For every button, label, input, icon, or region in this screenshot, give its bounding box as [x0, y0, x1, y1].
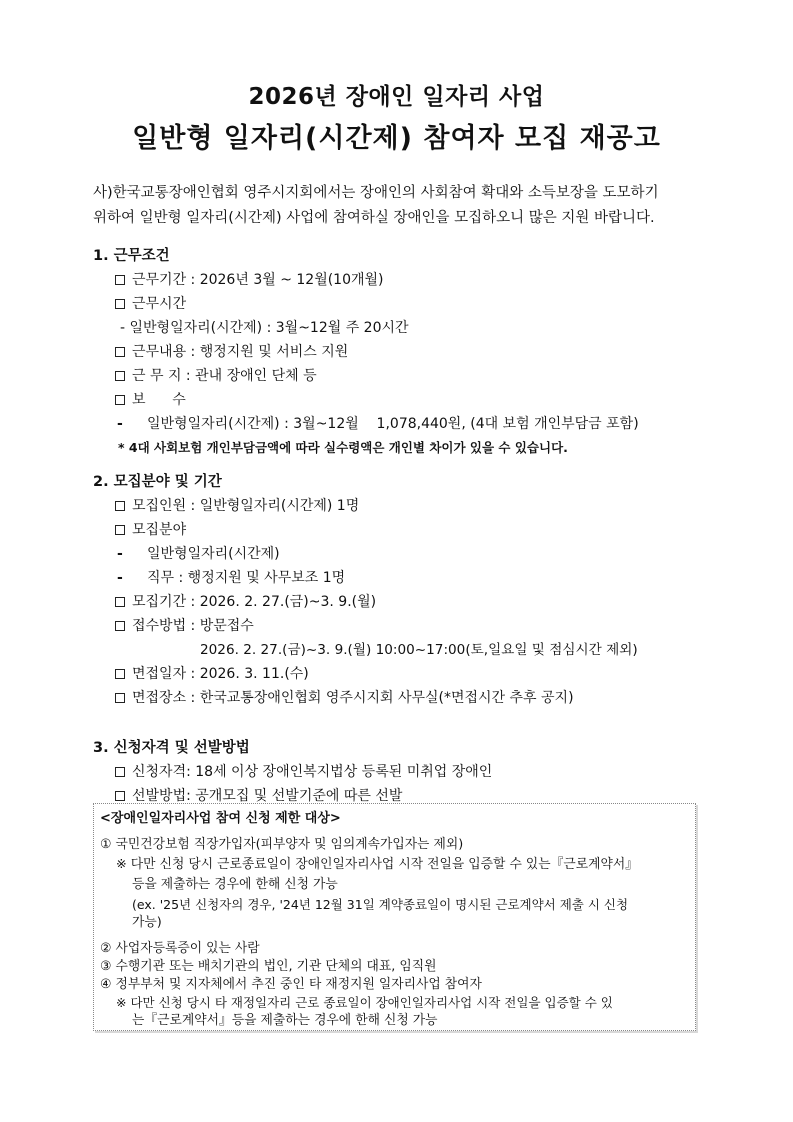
headcount-item	[115, 496, 359, 516]
pay-detail	[117, 414, 639, 434]
work-hours-label: 근무시간	[132, 296, 187, 312]
interview-date-item	[115, 664, 309, 684]
checkbox-icon	[115, 693, 125, 703]
restriction-item-1-note-3: (ex. '25년 신청자의 경우, '24년 12월 31일 계약종료일이 명시된 근로계약서 제출 시 신청	[132, 897, 629, 912]
work-location-item	[115, 366, 317, 386]
eligibility-item	[115, 762, 492, 782]
field-item-1: 일반형일자리(시간제)	[147, 546, 280, 562]
section3-heading: 3. 신청자격 및 선발방법	[93, 740, 250, 756]
intro-line-1: 사)한국교통장애인협회 영주시지회에서는 장애인의 사회참여 확대와 소득보장을 도모하기	[93, 185, 659, 201]
checkbox-icon	[115, 299, 125, 309]
pay-item	[115, 390, 186, 410]
pay-detail-text: 일반형일자리(시간제) : 3월~12월 1,078,440원, (4대 보험 개인부담금 포함)	[147, 416, 639, 432]
restriction-item-1-note-2: 등을 제출하는 경우에 한해 신청 가능	[132, 877, 338, 892]
title-line-1: 2026년 장애인 일자리 사업	[248, 84, 545, 110]
checkbox-icon	[115, 669, 125, 679]
section1-heading: 1. 근무조건	[93, 248, 170, 264]
recruit-period-item	[115, 592, 376, 612]
work-location-text: 근 무 지 : 관내 장애인 단체 등	[132, 368, 317, 384]
checkbox-icon	[115, 371, 125, 381]
restriction-item-4: ④ 정부부처 및 지자체에서 추진 중인 타 재정지원 일자리사업 참여자	[100, 977, 482, 992]
checkbox-icon	[115, 501, 125, 511]
field-detail-2	[117, 568, 345, 588]
restriction-item-1: ① 국민건강보험 직장가입자(피부양자 및 임의계속가입자는 제외)	[100, 837, 464, 852]
work-duties-item	[115, 342, 348, 362]
apply-method-item	[115, 616, 254, 636]
work-hours-item	[115, 294, 186, 314]
insurance-note: * 4대 사회보험 개인부담금액에 따라 실수령액은 개인별 차이가 있을 수 있습니다.	[118, 440, 568, 455]
work-period-item	[115, 270, 384, 290]
restriction-item-1-note-1: ※ 다만 신청 당시 근로종료일이 장애인일자리사업 시작 전일을 입증할 수 있는『근로계약서』	[116, 857, 639, 872]
checkbox-icon	[115, 621, 125, 631]
restriction-item-4-note-2: 는『근로계약서』등을 제출하는 경우에 한해 신청 가능	[132, 1013, 438, 1028]
checkbox-icon	[115, 395, 125, 405]
field-item-2: 직무 : 행정지원 및 사무보조 1명	[147, 570, 346, 586]
pay-label: 보 수	[132, 392, 186, 408]
pay-detail-dash: -	[117, 416, 123, 432]
title-line-2: 일반형 일자리(시간제) 참여자 모집 재공고	[132, 123, 661, 154]
field-dash-1: -	[117, 546, 123, 562]
headcount-text: 모집인원 : 일반형일자리(시간제) 1명	[132, 498, 360, 514]
interview-place-item	[115, 688, 574, 708]
eligibility-text: 신청자격: 18세 이상 장애인복지법상 등록된 미취업 장애인	[132, 764, 493, 780]
field-detail-1	[117, 544, 280, 564]
checkbox-icon	[115, 597, 125, 607]
intro-line-2: 위하여 일반형 일자리(시간제) 사업에 참여하실 장애인을 모집하오니 많은 지원 바랍니다.	[93, 210, 655, 226]
restriction-item-4-note-1: ※ 다만 신청 당시 타 재정일자리 근로 종료일이 장애인일자리사업 시작 전일을 입증할 수 있	[116, 995, 613, 1010]
checkbox-icon	[115, 791, 125, 801]
restriction-item-2: ② 사업자등록증이 있는 사람	[100, 941, 260, 956]
restrictions-title: <장애인일자리사업 참여 신청 제한 대상>	[100, 811, 341, 826]
checkbox-icon	[115, 767, 125, 777]
work-period-text: 근무기간 : 2026년 3월 ~ 12월(10개월)	[132, 272, 384, 288]
restrictions-box	[93, 803, 696, 1031]
checkbox-icon	[115, 525, 125, 535]
apply-method-text: 접수방법 : 방문접수	[132, 618, 254, 634]
checkbox-icon	[115, 275, 125, 285]
restriction-item-1-note-4: 가능)	[132, 915, 162, 930]
interview-date-text: 면접일자 : 2026. 3. 11.(수)	[132, 666, 309, 682]
checkbox-icon	[115, 347, 125, 357]
field-dash-2: -	[117, 570, 123, 586]
field-item	[115, 520, 186, 540]
field-label: 모집분야	[132, 522, 187, 538]
section2-heading: 2. 모집분야 및 기간	[93, 474, 222, 490]
apply-detail: 2026. 2. 27.(금)~3. 9.(월) 10:00~17:00(토,일요일 및 점심시간 제외)	[200, 642, 638, 658]
recruit-period-text: 모집기간 : 2026. 2. 27.(금)~3. 9.(월)	[132, 594, 377, 610]
selection-text: 선발방법: 공개모집 및 선발기준에 따른 선발	[132, 788, 403, 804]
interview-place-text: 면접장소 : 한국교통장애인협회 영주시지회 사무실(*면접시간 추후 공지)	[132, 690, 574, 706]
restriction-item-3: ③ 수행기관 또는 배치기관의 법인, 기관 단체의 대표, 임직원	[100, 959, 437, 974]
work-duties-text: 근무내용 : 행정지원 및 서비스 지원	[132, 344, 349, 360]
work-hours-detail: - 일반형일자리(시간제) : 3월~12월 주 20시간	[120, 320, 409, 336]
